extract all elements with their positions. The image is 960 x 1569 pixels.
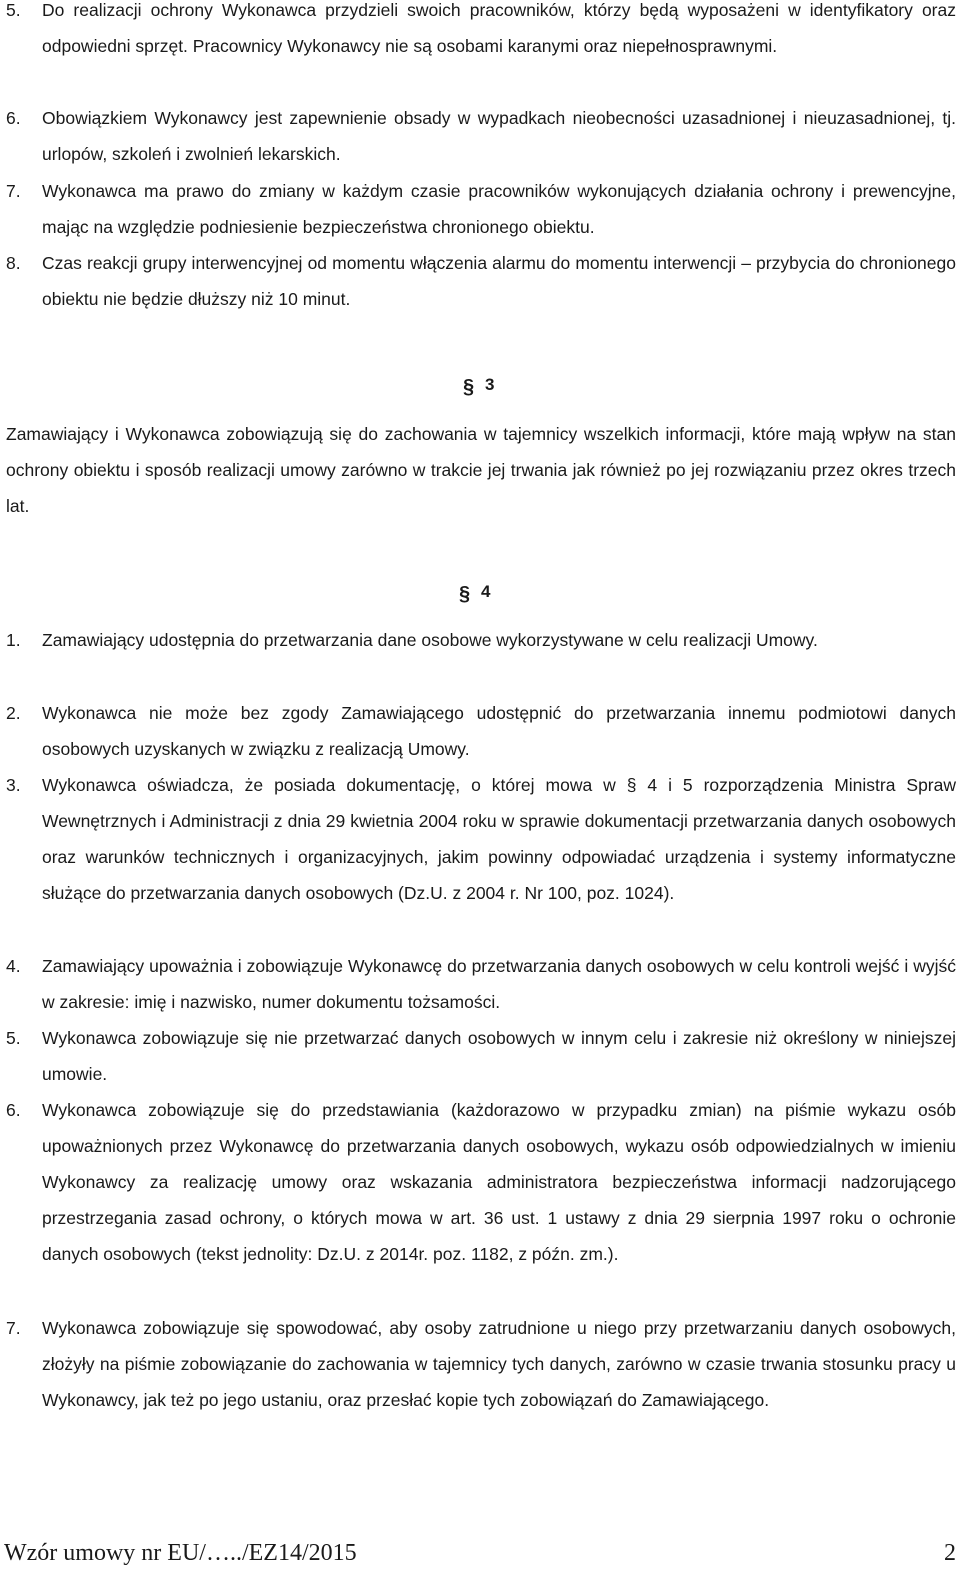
list-item — [6, 622, 956, 658]
item-number: 5. — [6, 0, 21, 20]
list-item — [6, 1092, 956, 1272]
item-number: 5. — [6, 1028, 21, 1048]
footer-contract-number: Wzór umowy nr EU/…../EZ14/2015 — [4, 1540, 357, 1566]
list-item — [6, 1310, 956, 1418]
list-item — [6, 0, 956, 64]
item-text: Wykonawca oświadcza, że posiada dokumentację, o której mowa w § 4 i 5 rozporządzenia Ministra Spraw Wewnętrznych i Administracji z dnia 29 kwietnia 2004 roku w sprawie dokumentacji przetwarzania danych osobowych oraz warunków technicznych i organizacyjnych, jakim powinny odpowiadać urządzenia i systemy informatyczne służące do przetwarzania danych osobowych (Dz.U. z 2004 r. Nr 100, poz. 1024). — [42, 775, 956, 903]
item-text: Wykonawca zobowiązuje się nie przetwarzać danych osobowych w innym celu i zakresie niż określony w niniejszej umowie. — [42, 1028, 956, 1084]
list-item — [6, 695, 956, 767]
item-text: Zamawiający udostępnia do przetwarzania dane osobowe wykorzystywane w celu realizacji Umowy. — [42, 630, 818, 650]
item-number: 7. — [6, 181, 21, 201]
item-number: 8. — [6, 253, 21, 273]
list-item — [6, 1020, 956, 1092]
list-item — [6, 767, 956, 911]
item-number: 3. — [6, 775, 21, 795]
item-text: Wykonawca zobowiązuje się do przedstawiania (każdorazowo w przypadku zmian) na piśmie wykazu osób upoważnionych przez Wykonawcę do przetwarzania danych osobowych, wykazu osób odpowiedzialnych w imieniu Wykonawcy za realizację umowy oraz wskazania administratora bezpieczeństwa informacji nadzorującego przestrzegania zasad ochrony, o których mowa w art. 36 ust. 1 ustawy z dnia 29 sierpnia 1997 roku o ochronie danych osobowych (tekst jednolity: Dz.U. z 2014r. poz. 1182, z późn. zm.). — [42, 1100, 956, 1264]
item-text: Czas reakcji grupy interwencyjnej od momentu włączenia alarmu do momentu interwencji – przybycia do chronionego obiektu nie będzie dłuższy niż 10 minut. — [42, 253, 956, 309]
item-text: Wykonawca zobowiązuje się spowodować, aby osoby zatrudnione u niego przy przetwarzaniu danych osobowych, złożyły na piśmie zobowiązanie do zachowania w tajemnicy tych danych, zarówno w czasie trwania stosunku pracy u Wykonawcy, jak też po jego ustaniu, oraz przesłać kopie tych zobowiązań do Zamawiającego. — [42, 1318, 956, 1410]
list-item — [6, 100, 956, 172]
page-footer — [4, 1538, 956, 1568]
item-number: 1. — [6, 630, 21, 650]
item-number: 6. — [6, 108, 21, 128]
section-number: 4 — [481, 582, 491, 601]
list-item — [6, 245, 956, 317]
section-3-paragraph: Zamawiający i Wykonawca zobowiązują się do zachowania w tajemnicy wszelkich informacji, które mają wpływ na stan ochrony obiektu i sposób realizacji umowy zarówno w trakcie jej trwania jak również po jej rozwiązaniu przez okres trzech lat. — [6, 424, 956, 516]
list-item — [6, 948, 956, 1020]
item-text: Wykonawca ma prawo do zmiany w każdym czasie pracowników wykonujących działania ochrony i prewencyjne, mając na względzie podniesienie bezpieczeństwa chronionego obiektu. — [42, 181, 956, 237]
page-number: 2 — [944, 1540, 956, 1566]
item-number: 2. — [6, 703, 21, 723]
item-text: Wykonawca nie może bez zgody Zamawiającego udostępnić do przetwarzania innemu podmiotowi danych osobowych uzyskanych w związku z realizacją Umowy. — [42, 703, 956, 759]
section-number: 3 — [485, 375, 495, 394]
item-text: Do realizacji ochrony Wykonawca przydzieli swoich pracowników, którzy będą wyposażeni w identyfikatory oraz odpowiedni sprzęt. Pracownicy Wykonawcy nie są osobami karanymi oraz niepełnosprawnymi. — [42, 0, 956, 56]
item-number: 4. — [6, 956, 21, 976]
item-text: Obowiązkiem Wykonawcy jest zapewnienie obsady w wypadkach nieobecności uzasadnionej i nieuzasadnionej, tj. urlopów, szkoleń i zwolnień lekarskich. — [42, 108, 956, 164]
item-number: 6. — [6, 1100, 21, 1120]
section-symbol: § — [459, 583, 471, 605]
item-text: Zamawiający upoważnia i zobowiązuje Wykonawcę do przetwarzania danych osobowych w celu kontroli wejść i wyjść w zakresie: imię i nazwisko, numer dokumentu tożsamości. — [42, 956, 956, 1012]
section-symbol: § — [463, 376, 475, 398]
list-item — [6, 173, 956, 245]
item-number: 7. — [6, 1318, 21, 1338]
